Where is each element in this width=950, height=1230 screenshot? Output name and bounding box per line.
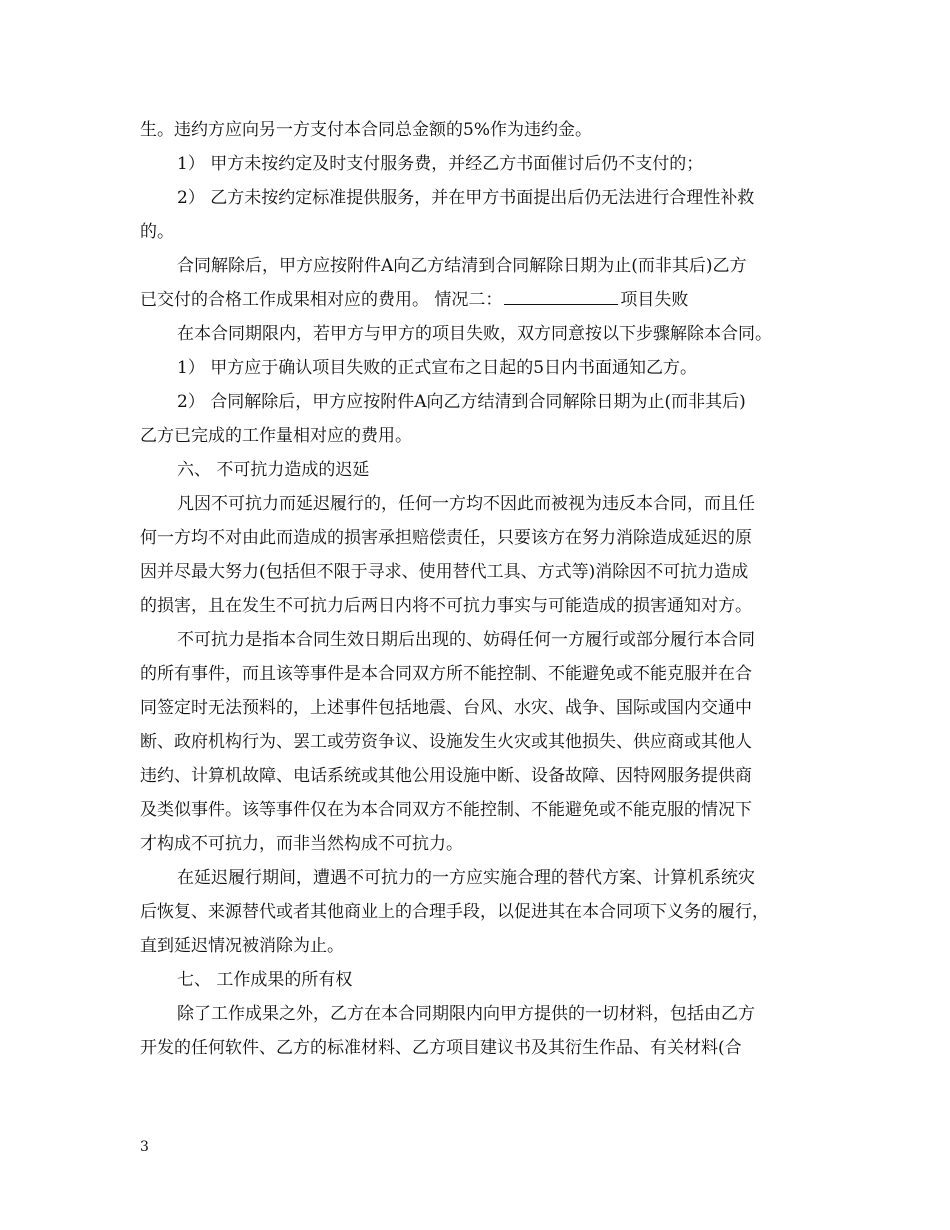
text-line: 后恢复、来源替代或者其他商业上的合理手段，以促进其在本合同项下义务的履行，	[140, 902, 769, 922]
list-item: 2） 乙方未按约定标准提供服务，并在甲方书面提出后仍无法进行合理性补救	[177, 188, 755, 208]
text-line: 乙方已完成的工作量相对应的费用。	[140, 426, 412, 446]
text-line: 合同解除后，甲方应按附件A向乙方结清到合同解除日期为止(而非其后)乙方	[177, 256, 747, 276]
text-line: 的。	[140, 222, 174, 242]
text-line: 同签定时无法预料的，上述事件包括地震、台风、水灾、战争、国际或国内交通中	[140, 698, 752, 718]
text-line: 开发的任何软件、乙方的标准材料、乙方项目建议书及其衍生作品、有关材料(合	[140, 1038, 742, 1058]
text-line: 违约、计算机故障、电话系统或其他公用设施中断、设备故障、因特网服务提供商	[140, 766, 752, 786]
text-line: 何一方均不对由此而造成的损害承担赔偿责任，只要该方在努力消除造成延迟的原	[140, 528, 752, 548]
section-heading: 六、 不可抗力造成的迟延	[177, 460, 370, 480]
text-line: 除了工作成果之外，乙方在本合同期限内向甲方提供的一切材料，包括由乙方	[177, 1004, 755, 1024]
list-item: 1） 甲方应于确认项目失败的正式宣布之日起的5日内书面通知乙方。	[177, 358, 698, 378]
text-line: 断、政府机构行为、罢工或劳资争议、设施发生火灾或其他损失、供应商或其他人	[140, 732, 752, 752]
list-item: 1） 甲方未按约定及时支付服务费，并经乙方书面催讨后仍不支付的；	[177, 154, 704, 174]
text-line	[140, 288, 820, 312]
list-item: 2） 合同解除后，甲方应按附件A向乙方结清到合同解除日期为止(而非其后)	[177, 392, 746, 412]
text-line: 生。违约方应向另一方支付本合同总金额的5%作为违约金。	[140, 120, 592, 140]
section-heading: 七、 工作成果的所有权	[177, 970, 353, 990]
text-line: 不可抗力是指本合同生效日期后出现的、妨碍任何一方履行或部分履行本合同	[177, 630, 755, 650]
text-line: 才构成不可抗力，而非当然构成不可抗力。	[140, 834, 463, 854]
text-line: 凡因不可抗力而延迟履行的，任何一方均不因此而被视为违反本合同，而且任	[177, 494, 755, 514]
text-segment: 项目失败	[620, 290, 689, 310]
text-line: 及类似事件。该等事件仅在为本合同双方不能控制、不能避免或不能克服的情况下	[140, 800, 752, 820]
text-line: 直到延迟情况被消除为止。	[140, 936, 344, 956]
text-line: 的损害，且在发生不可抗力后两日内将不可抗力事实与可能造成的损害通知对方。	[140, 596, 752, 616]
text-line: 的所有事件，而且该等事件是本合同双方所不能控制、不能避免或不能克服并在合	[140, 664, 752, 684]
text-segment: 已交付的合格工作成果相对应的费用。 情况二：	[140, 290, 503, 310]
text-line: 因并尽最大努力(包括但不限于寻求、使用替代工具、方式等)消除因不可抗力造成	[140, 562, 749, 582]
text-line: 在延迟履行期间，遭遇不可抗力的一方应实施合理的替代方案、计算机系统灾	[177, 868, 755, 888]
page-number: 3	[140, 1139, 149, 1155]
fill-in-blank	[504, 288, 618, 305]
text-line: 在本合同期限内，若甲方与甲方的项目失败，双方同意按以下步骤解除本合同。	[177, 324, 772, 344]
